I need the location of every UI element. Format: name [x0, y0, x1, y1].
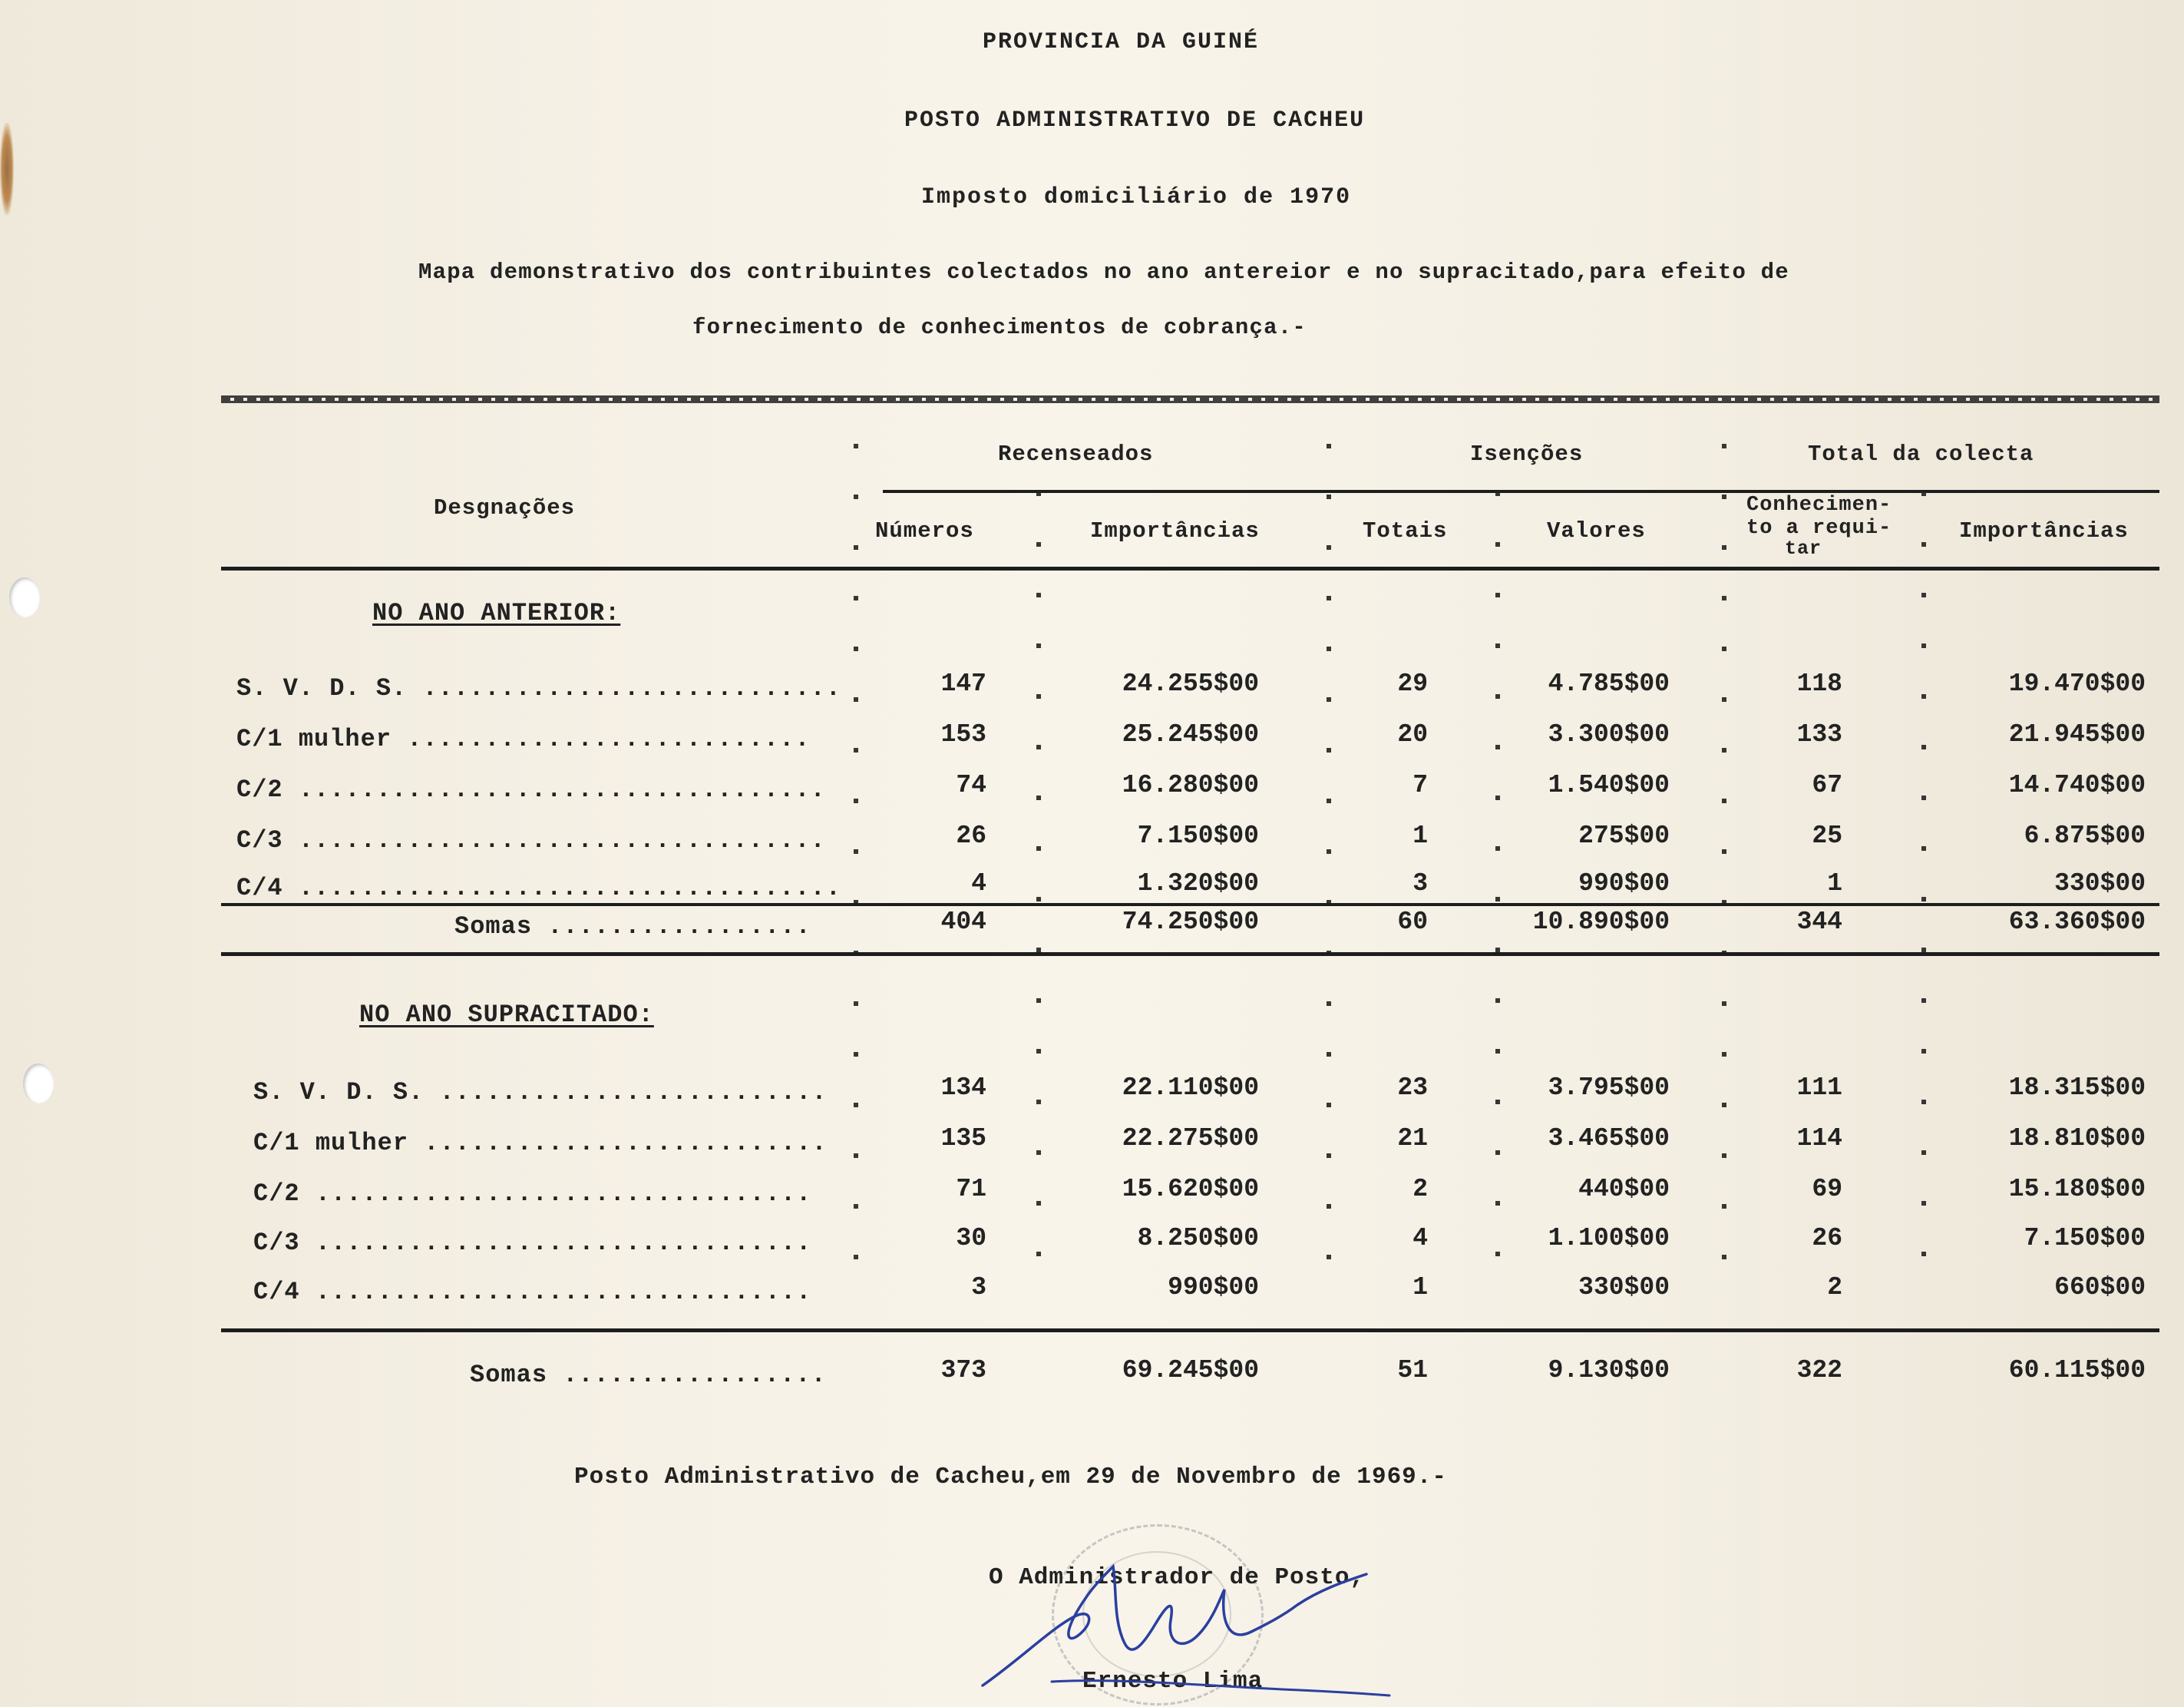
cell-total: 7.150$00 — [2024, 1224, 2146, 1252]
header-valores: Valores — [1547, 518, 1646, 544]
cell-totais: 2 — [1412, 1175, 1428, 1203]
punch-hole-top — [9, 577, 40, 617]
cell-valores: 330$00 — [1578, 1273, 1670, 1302]
handwritten-signature — [960, 1543, 1436, 1705]
cell-conhecimentos: 25 — [1812, 822, 1842, 850]
cell-totais: 4 — [1412, 1224, 1428, 1252]
province-heading: PROVINCIA DA GUINÉ — [983, 29, 1260, 55]
cell-valores: 275$00 — [1578, 822, 1670, 850]
separator-2 — [1036, 491, 1041, 1281]
cell-numeros: 74 — [956, 771, 986, 799]
double-dash-rule — [221, 395, 2159, 403]
post-heading: POSTO ADMINISTRATIVO DE CACHEU — [904, 108, 1366, 134]
somas-conhecimentos: 344 — [1796, 908, 1842, 936]
cell-importancias: 16.280$00 — [1122, 771, 1259, 799]
header-total-colecta: Total da colecta — [1808, 442, 2034, 467]
cell-numeros: 4 — [971, 869, 986, 898]
cell-conhecimentos: 114 — [1796, 1124, 1842, 1153]
header-importancias-recenseados: Importâncias — [1090, 518, 1260, 544]
cell-conhecimentos: 118 — [1796, 670, 1842, 698]
header-numeros: Números — [875, 518, 974, 544]
row-label: C/4 ................................... — [236, 874, 841, 902]
somas-numeros: 404 — [940, 908, 986, 936]
cell-totais: 1 — [1412, 1273, 1428, 1302]
cell-valores: 1.100$00 — [1548, 1224, 1670, 1252]
cell-valores: 3.465$00 — [1548, 1124, 1670, 1153]
cell-total: 18.810$00 — [2008, 1124, 2146, 1153]
description-line-2: fornecimento de conhecimentos de cobrança.- — [692, 315, 1307, 340]
cell-numeros: 147 — [940, 670, 986, 698]
section-title-supracitado: NO ANO SUPRACITADO: — [359, 1001, 654, 1029]
somas-totais: 51 — [1397, 1356, 1428, 1384]
cell-importancias: 1.320$00 — [1137, 869, 1259, 898]
separator-4 — [1495, 491, 1500, 1281]
cell-valores: 1.540$00 — [1548, 771, 1670, 799]
cell-numeros: 134 — [940, 1073, 986, 1102]
row-label: S. V. D. S. ......................... — [253, 1078, 828, 1107]
cell-valores: 440$00 — [1578, 1175, 1670, 1203]
row-label: C/3 .................................. — [236, 826, 826, 855]
somas-valores: 10.890$00 — [1532, 908, 1670, 936]
cell-importancias: 24.255$00 — [1122, 670, 1259, 698]
cell-totais: 29 — [1397, 670, 1428, 698]
somas-total: 63.360$00 — [2008, 908, 2146, 936]
rust-stain — [0, 123, 14, 215]
cell-totais: 7 — [1412, 771, 1428, 799]
header-conhecimento-1: Conhecimen- — [1746, 494, 1892, 517]
row-label: C/4 ................................ — [253, 1278, 812, 1306]
cell-importancias: 7.150$00 — [1137, 822, 1259, 850]
header-isencoes: Isenções — [1470, 442, 1584, 467]
cell-total: 6.875$00 — [2024, 822, 2146, 850]
header-designacoes: Desgnações — [434, 495, 576, 521]
cell-total: 330$00 — [2054, 869, 2146, 898]
cell-valores: 990$00 — [1578, 869, 1670, 898]
cell-conhecimentos: 69 — [1812, 1175, 1842, 1203]
cell-totais: 3 — [1412, 869, 1428, 898]
header-importancias-total: Importâncias — [1959, 518, 2129, 544]
cell-totais: 1 — [1412, 822, 1428, 850]
cell-total: 18.315$00 — [2008, 1073, 2146, 1102]
cell-total: 14.740$00 — [2008, 771, 2146, 799]
section2-bottom-rule — [221, 1328, 2159, 1332]
cell-totais: 23 — [1397, 1073, 1428, 1102]
section-title-anterior: NO ANO ANTERIOR: — [372, 599, 621, 627]
separator-3 — [1327, 444, 1331, 1281]
cell-numeros: 26 — [956, 822, 986, 850]
cell-importancias: 25.245$00 — [1122, 720, 1259, 749]
separator-5 — [1722, 444, 1726, 1281]
somas-label: Somas ................. — [470, 1361, 827, 1389]
header-totais: Totais — [1363, 518, 1448, 544]
cell-importancias: 15.620$00 — [1122, 1175, 1259, 1203]
cell-totais: 20 — [1397, 720, 1428, 749]
header-recenseados: Recenseados — [998, 442, 1154, 467]
cell-total: 15.180$00 — [2008, 1175, 2146, 1203]
somas-importancias: 69.245$00 — [1122, 1356, 1259, 1384]
header-bottom-rule — [221, 567, 2159, 571]
cell-conhecimentos: 2 — [1827, 1273, 1842, 1302]
cell-conhecimentos: 26 — [1812, 1224, 1842, 1252]
cell-valores: 4.785$00 — [1548, 670, 1670, 698]
somas-top-rule — [221, 903, 2159, 906]
cell-valores: 3.795$00 — [1548, 1073, 1670, 1102]
somas-label: Somas ................. — [454, 912, 811, 941]
cell-numeros: 3 — [971, 1273, 986, 1302]
cell-conhecimentos: 1 — [1827, 869, 1842, 898]
somas-totais: 60 — [1397, 908, 1428, 936]
cell-totais: 21 — [1397, 1124, 1428, 1153]
cell-valores: 3.300$00 — [1548, 720, 1670, 749]
cell-importancias: 22.110$00 — [1122, 1073, 1259, 1102]
cell-total: 660$00 — [2054, 1273, 2146, 1302]
somas-valores: 9.130$00 — [1548, 1356, 1670, 1384]
header-conhecimento-3: tar — [1785, 538, 1822, 560]
row-label: C/2 ................................ — [253, 1179, 812, 1208]
header-conhecimento-2: to a requi- — [1746, 517, 1892, 540]
punch-hole-bottom — [23, 1064, 54, 1103]
header-subrule — [883, 490, 2159, 493]
cell-numeros: 153 — [940, 720, 986, 749]
row-label: C/1 mulher .......................... — [236, 725, 811, 753]
cell-numeros: 135 — [940, 1124, 986, 1153]
cell-numeros: 71 — [956, 1175, 986, 1203]
cell-importancias: 8.250$00 — [1137, 1224, 1259, 1252]
separator-6 — [1921, 491, 1926, 1281]
separator-1 — [854, 444, 858, 1281]
section1-bottom-rule — [221, 952, 2159, 956]
cell-importancias: 22.275$00 — [1122, 1124, 1259, 1153]
row-label: C/3 ................................ — [253, 1229, 812, 1257]
cell-importancias: 990$00 — [1168, 1273, 1259, 1302]
description-line-1: Mapa demonstrativo dos contribuintes colectados no ano antereior e no supracitado,para efeito de — [418, 260, 1789, 285]
row-label: C/1 mulher .......................... — [253, 1129, 828, 1157]
tax-heading: Imposto domiciliário de 1970 — [921, 184, 1352, 210]
signatory-role: O Administrador de Posto, — [989, 1564, 1366, 1591]
somas-total: 60.115$00 — [2008, 1356, 2146, 1384]
somas-numeros: 373 — [940, 1356, 986, 1384]
cell-numeros: 30 — [956, 1224, 986, 1252]
cell-total: 21.945$00 — [2008, 720, 2146, 749]
cell-conhecimentos: 67 — [1812, 771, 1842, 799]
cell-total: 19.470$00 — [2008, 670, 2146, 698]
cell-conhecimentos: 111 — [1796, 1073, 1842, 1102]
row-label: S. V. D. S. ........................... — [236, 674, 841, 703]
place-date-line: Posto Administrativo de Cacheu,em 29 de Novembro de 1969.- — [574, 1464, 1447, 1490]
somas-conhecimentos: 322 — [1796, 1356, 1842, 1384]
somas-importancias: 74.250$00 — [1122, 908, 1259, 936]
cell-conhecimentos: 133 — [1796, 720, 1842, 749]
row-label: C/2 .................................. — [236, 776, 826, 804]
signatory-name: Ernesto Lima — [1082, 1668, 1264, 1695]
